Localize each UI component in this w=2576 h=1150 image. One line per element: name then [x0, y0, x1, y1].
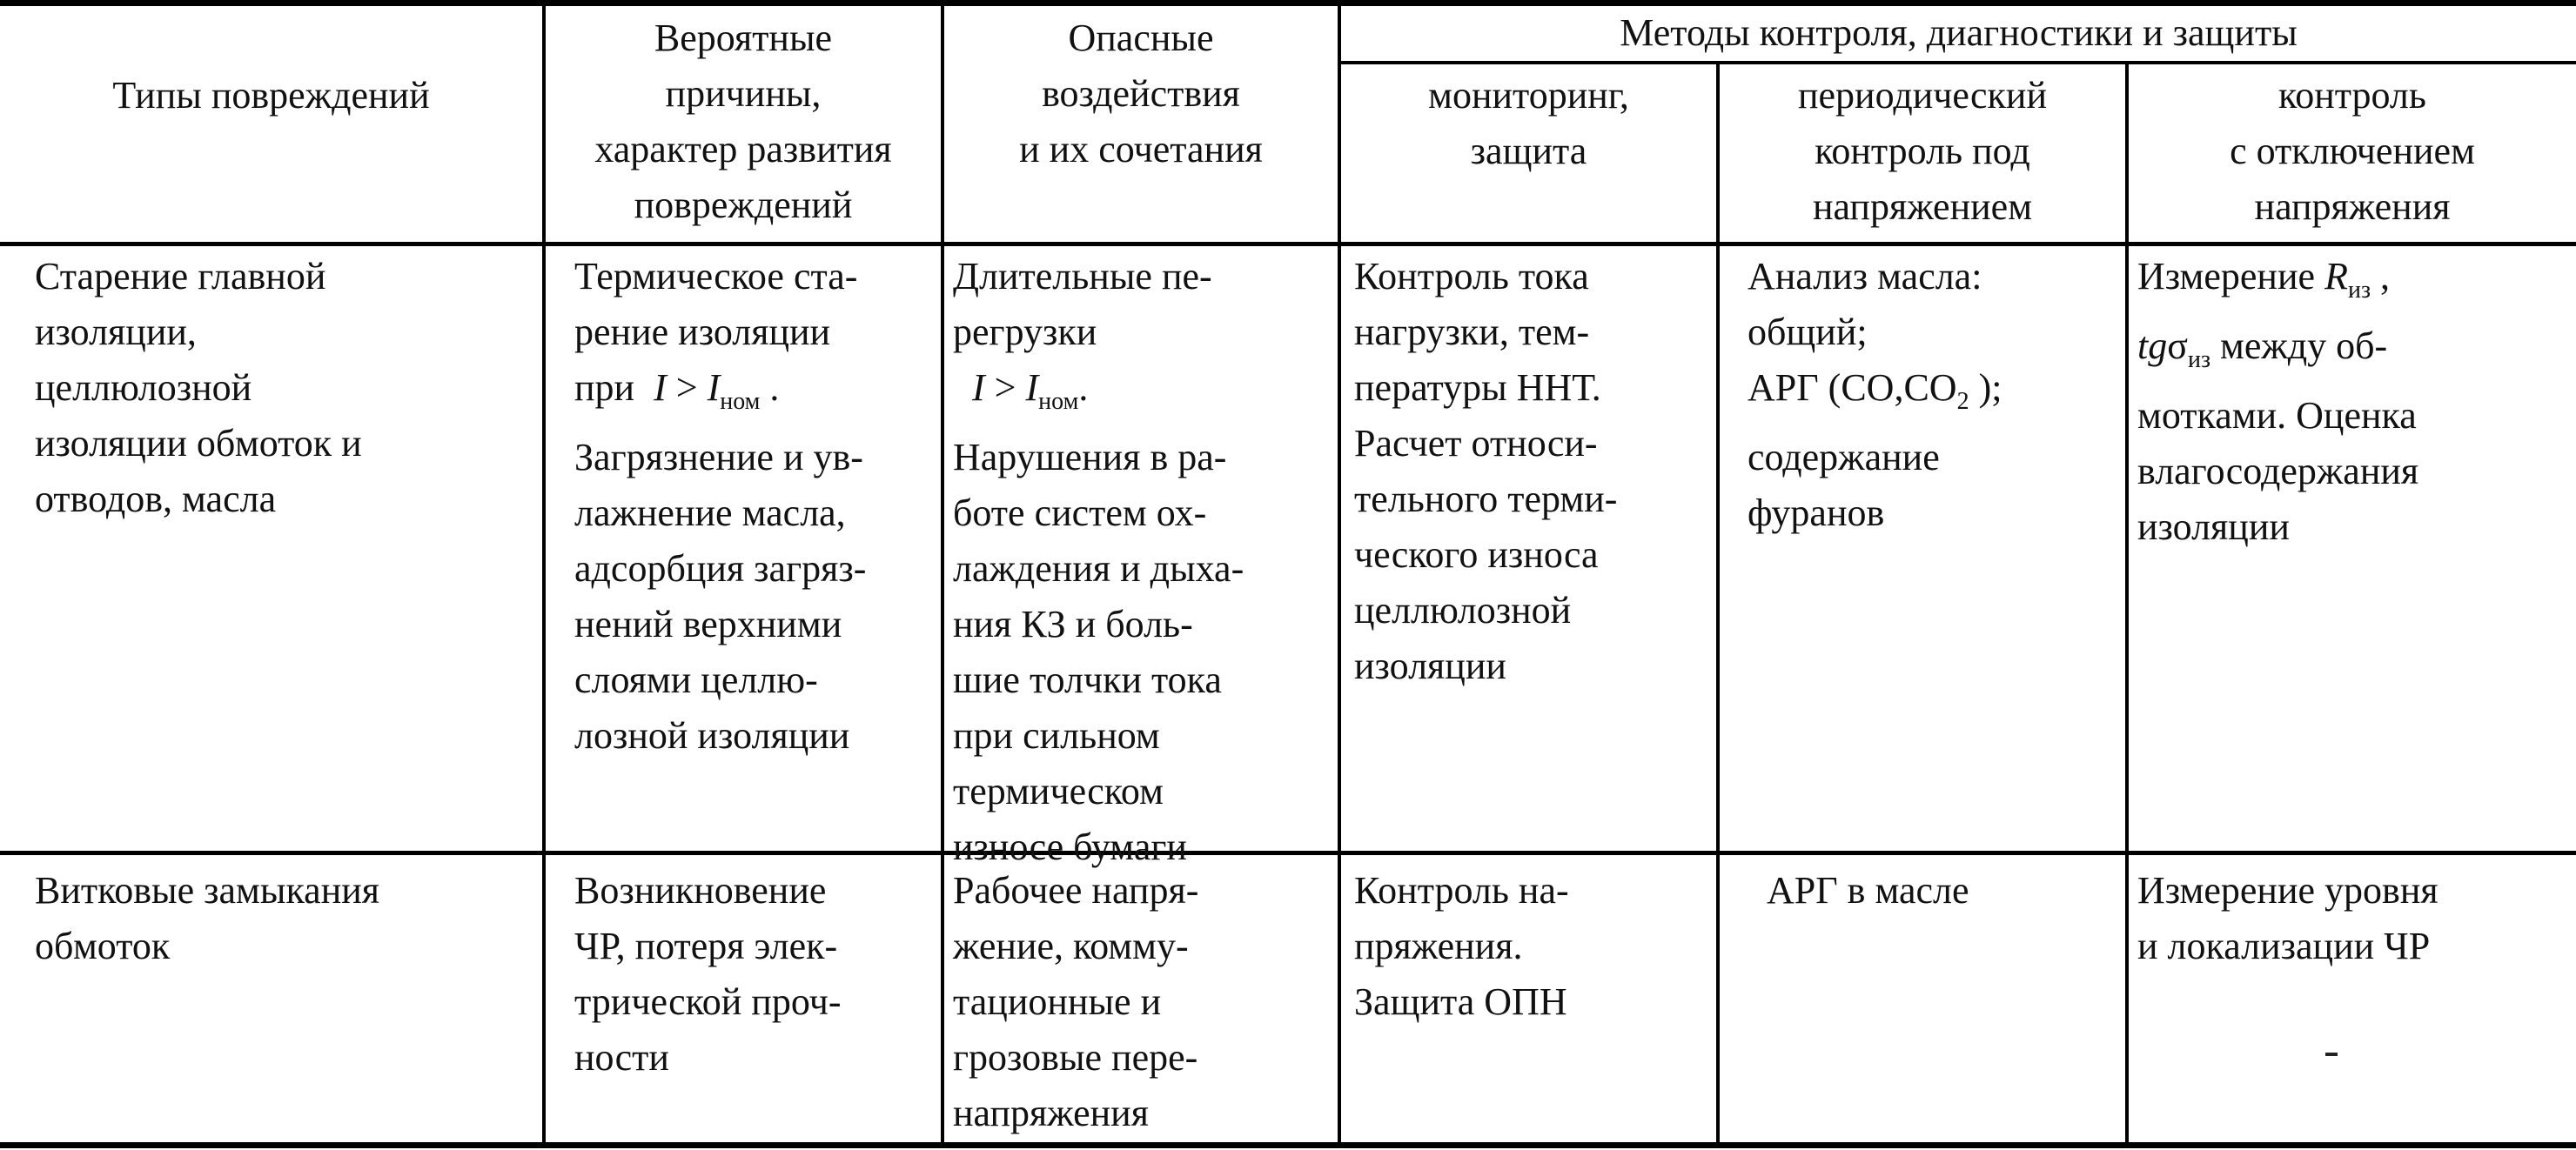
formula-tangent: tg — [2137, 324, 2168, 367]
header-impacts — [944, 10, 1338, 177]
table-cell-impacts — [953, 863, 1338, 1141]
table-cell-damage — [35, 863, 540, 974]
cell-line: лажнение масла, — [574, 491, 846, 534]
formula-text: между об- — [2210, 324, 2388, 367]
header-causes-line: Вероятные — [654, 17, 833, 59]
cell-line: тельного терми- — [1354, 478, 1618, 520]
formula-subscript: из — [2187, 346, 2210, 373]
cell-line: трической проч- — [574, 980, 842, 1023]
cell-line: Витковые замыкания — [35, 869, 380, 912]
cell-line: жение, комму- — [953, 925, 1189, 967]
cell-line: напряжения — [953, 1092, 1149, 1134]
formula-text: . — [1078, 366, 1089, 409]
header-monitoring-line: мониторинг, — [1428, 74, 1629, 117]
table-cell-periodic — [1748, 249, 2125, 541]
cell-line: регрузки — [953, 311, 1097, 353]
cell-line: изоляции — [2137, 505, 2290, 548]
table-bottom-rule — [0, 1142, 2576, 1148]
cell-line: Длительные пе- — [953, 255, 1212, 298]
cell-formula-line — [574, 360, 941, 430]
cell-line: Рабочее напря- — [953, 869, 1199, 912]
cell-line: ческого износа — [1354, 533, 1599, 576]
cell-line: Возникновение — [574, 869, 827, 912]
methods-group-underline — [1338, 61, 2576, 64]
cell-line: содержание — [1748, 436, 1940, 478]
cell-line: АРГ в масле — [1767, 869, 1969, 912]
cell-formula-line — [1748, 360, 2125, 430]
header-monitoring — [1341, 68, 1716, 179]
cell-line: шие толчки тока — [953, 659, 1222, 701]
cell-line: мотками. Оценка — [2137, 394, 2417, 437]
cell-line: целлюлозной — [1354, 589, 1572, 632]
header-periodic-line: периодический — [1797, 74, 2048, 117]
cell-line: пературы ННТ. — [1354, 366, 1601, 409]
table-cell-disconnected — [2137, 249, 2576, 555]
header-impacts-line: Опасные — [1068, 17, 1214, 59]
cell-line: Загрязнение и ув- — [574, 436, 863, 478]
formula-subscript: 2 — [1956, 388, 1969, 415]
cell-line: ЧР, потеря элек- — [574, 925, 838, 967]
header-disconnected-line: с отключением — [2230, 130, 2475, 172]
cell-line: Расчет относи- — [1354, 422, 1598, 465]
cell-line: ности — [574, 1036, 669, 1079]
cell-line: ния КЗ и боль- — [953, 603, 1193, 645]
cell-line: Анализ масла: — [1748, 255, 1982, 298]
header-monitoring-line: защита — [1470, 130, 1587, 172]
header-causes — [546, 10, 941, 233]
cell-line: Контроль тока — [1354, 255, 1589, 298]
header-causes-line: повреждений — [634, 184, 853, 226]
cell-line: Контроль на- — [1354, 869, 1569, 912]
cell-line: Старение главной — [35, 255, 326, 298]
cell-line: Нарушения в ра- — [953, 436, 1227, 478]
cell-line: влагосодержания — [2137, 450, 2419, 492]
formula-operator: > — [984, 366, 1026, 409]
cell-formula-line — [953, 360, 1338, 430]
cell-line: изоляции, — [35, 311, 197, 353]
table-cell-monitoring — [1354, 249, 1716, 694]
scan-speck — [2325, 1053, 2338, 1056]
cell-line: слоями целлю- — [574, 659, 818, 701]
formula-current: I — [654, 366, 667, 409]
cell-line: пряжения. — [1354, 925, 1523, 967]
formula-text: АРГ (CO,CO — [1748, 366, 1957, 409]
cell-formula-line — [2137, 249, 2576, 318]
cell-line: Измерение уровня — [2137, 869, 2438, 912]
cell-line: лаждения и дыха- — [953, 547, 1244, 590]
header-disconnected-line: напряжения — [2254, 185, 2451, 228]
header-disconnected-line: контроль — [2278, 74, 2426, 117]
formula-current: I — [1025, 366, 1039, 409]
formula-subscript: ном — [720, 388, 761, 415]
cell-line: лозной изоляции — [574, 714, 850, 757]
cell-line: изоляции — [1354, 645, 1506, 687]
cell-line: фуранов — [1748, 491, 1885, 534]
cell-line: при сильном — [953, 714, 1160, 757]
cell-line: отводов, масла — [35, 478, 277, 520]
header-impacts-line: и их сочетания — [1019, 128, 1263, 170]
cell-line: термическом — [953, 770, 1164, 812]
header-bottom-rule — [0, 242, 2576, 246]
formula-subscript: ном — [1038, 388, 1079, 415]
cell-line: рение изоляции — [574, 311, 831, 353]
cell-line: износе бумаги — [953, 826, 1187, 868]
table-cell-disconnected — [2137, 863, 2576, 974]
formula-subscript: из — [2347, 277, 2371, 304]
formula-text: Измерение — [2137, 255, 2325, 298]
table-cell-causes — [574, 249, 941, 764]
cell-line: Термическое ста- — [574, 255, 858, 298]
header-periodic-line: контроль под — [1815, 130, 2030, 172]
cell-line: грозовые пере- — [953, 1036, 1198, 1079]
header-methods-group — [1341, 5, 2576, 61]
cell-line: боте систем ох- — [953, 491, 1207, 534]
cell-line: нений верхними — [574, 603, 842, 645]
cell-line: целлюлозной — [35, 366, 252, 409]
cell-line: общий; — [1748, 311, 1868, 353]
cell-line: обмоток — [35, 925, 171, 967]
header-disconnected — [2129, 68, 2576, 235]
cell-line: изоляции обмоток и — [35, 422, 362, 465]
formula-current: I — [972, 366, 985, 409]
formula-current: I — [707, 366, 721, 409]
header-periodic — [1720, 68, 2125, 235]
header-impacts-line: воздействия — [1042, 72, 1240, 115]
formula-text: . — [760, 366, 780, 409]
cell-line: тационные и — [953, 980, 1162, 1023]
header-causes-line: характер развития — [594, 128, 892, 170]
cell-line: и локализации ЧР — [2137, 925, 2431, 967]
header-damage-types — [0, 68, 542, 124]
formula-resistance: R — [2324, 255, 2348, 298]
table-cell-impacts — [953, 249, 1338, 875]
formula-symbol: σ — [2167, 324, 2188, 367]
table-cell-periodic — [1767, 863, 2125, 919]
cell-line: нагрузки, тем- — [1354, 311, 1590, 353]
header-periodic-line: напряжением — [1812, 185, 2033, 228]
table-cell-causes — [574, 863, 941, 1086]
cell-line: адсорбция загряз- — [574, 547, 867, 590]
cell-line: Защита ОПН — [1354, 980, 1567, 1023]
header-causes-line: причины, — [665, 72, 822, 115]
cell-formula-line — [2137, 318, 2576, 388]
table-cell-monitoring — [1354, 863, 1716, 1030]
formula-operator: > — [666, 366, 708, 409]
table-cell-damage — [35, 249, 540, 527]
header-damage-types-text: Типы повреждений — [112, 74, 430, 117]
header-methods-group-text: Методы контроля, диагностики и защиты — [1620, 11, 2298, 54]
formula-text: ); — [1969, 366, 2002, 409]
formula-text: при — [574, 366, 635, 409]
formula-text: , — [2371, 255, 2390, 298]
